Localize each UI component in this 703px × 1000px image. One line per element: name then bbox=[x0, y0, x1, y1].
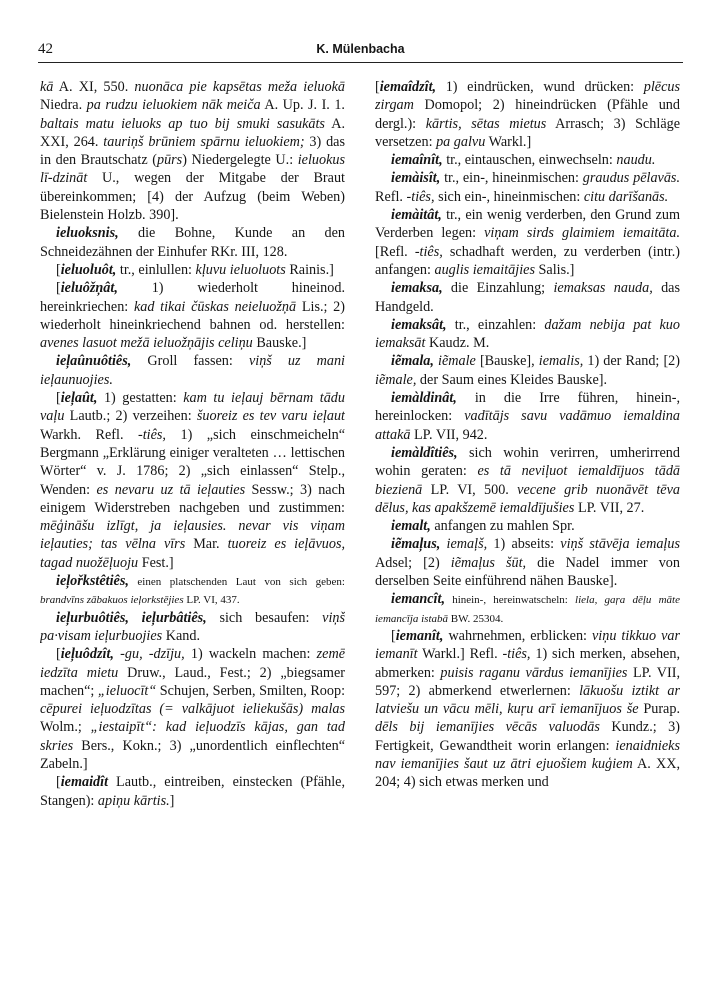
dictionary-entry bbox=[40, 645, 345, 773]
entry-text: [ bbox=[56, 774, 61, 791]
headword: iemàitât, bbox=[391, 207, 442, 224]
entry-text: 1) wiederholt hineinod. hereinkriechen: bbox=[40, 280, 345, 315]
headword: iemaksa, bbox=[391, 280, 443, 297]
headword: iemaidît bbox=[60, 774, 109, 791]
dictionary-entry bbox=[375, 389, 680, 444]
entry-text: Domopol; 2) hineindrücken (Pfähle und dergl.): bbox=[375, 97, 680, 132]
headword: iẽmaļus, bbox=[391, 536, 441, 553]
entry-text: 3) das in den Brautschatz ( bbox=[40, 133, 345, 169]
entry-text: ieluokus lī-dzināt bbox=[40, 152, 345, 187]
dictionary-entry bbox=[375, 535, 680, 590]
entry-text: mēģināšu izlīgt, ja ieļausies. nevar vis viņam ieļauties; tas vēlna vīrs bbox=[40, 518, 345, 553]
entry-text: Schujen, Serben, Smilten, Roop: bbox=[156, 682, 345, 699]
entry-text: sich besaufen: bbox=[206, 609, 323, 626]
entry-text: -tiês, bbox=[406, 188, 435, 205]
entry-text: tr., ein-, hineinmischen: bbox=[440, 170, 583, 187]
entry-text: Sessw.; 3) nach einigem Widerstreben nachgeben und zustimmen: bbox=[40, 481, 345, 516]
entry-text: Salis.] bbox=[534, 261, 575, 278]
entry-text: [ bbox=[56, 646, 61, 663]
entry-text: iẽmale bbox=[438, 353, 476, 370]
headword: ieļaût, bbox=[60, 390, 98, 407]
entry-text: liela, gaŗa dēļu māte iemancīja istabā bbox=[375, 594, 680, 625]
entry-text: wahrnehmen, erblicken: bbox=[443, 627, 592, 644]
entry-text: baltais matu ieluoks ap tuo bij smuki sasukāts bbox=[40, 115, 325, 132]
entry-text: Mar. bbox=[185, 536, 228, 553]
entry-text: [Refl. bbox=[375, 243, 415, 260]
headword: ieluôžņât, bbox=[60, 280, 118, 297]
entry-text: Bauske.] bbox=[252, 335, 307, 352]
entry-text: iemaļš, bbox=[446, 536, 488, 553]
dictionary-entry bbox=[375, 627, 680, 792]
entry-text: 1) wackeln machen: bbox=[184, 646, 317, 663]
entry-text: zemē iedzīta mietu bbox=[40, 646, 345, 681]
entry-text: viņš uz mani ieļaunuojies. bbox=[40, 353, 345, 388]
entry-text: [ bbox=[391, 627, 396, 644]
entry-text: naudu. bbox=[616, 152, 656, 169]
entry-text: tauriņš brūniem spārnu ieluokiem; bbox=[103, 133, 305, 150]
entry-text: A. XI, 550. bbox=[53, 79, 135, 95]
dictionary-entry bbox=[375, 169, 680, 206]
dictionary-entry bbox=[40, 352, 345, 389]
entry-text: LP. VII, 942. bbox=[410, 426, 488, 443]
entry-text: die Bohne, Kunde an den Schneidezähnen der Einhufer RKr. III, 128. bbox=[40, 225, 345, 260]
headword: iemàldinât, bbox=[391, 390, 457, 407]
entry-text: -tiês, bbox=[414, 243, 443, 260]
entry-text: Kand. bbox=[162, 627, 200, 644]
entry-text: pa galvu bbox=[436, 133, 486, 150]
entry-text: 1) abseits: bbox=[487, 536, 561, 553]
entry-text: LP. VI, 500. bbox=[422, 481, 518, 498]
entry-text: Bers., Kokn.; 3) „unordentlich einflechten“ Zabeln.] bbox=[40, 737, 345, 772]
page-header bbox=[38, 41, 683, 61]
right-column bbox=[375, 78, 680, 993]
entry-text: viņš stāvēja iemaļus bbox=[560, 536, 680, 553]
entry-text: citu darīšanās. bbox=[583, 188, 669, 205]
entry-text: 1) der Rand; [2) bbox=[583, 353, 680, 370]
entry-text: puisis raganu vārdus iemanījies bbox=[440, 664, 628, 681]
headword: iemàldîtiês, bbox=[391, 444, 458, 461]
entry-text: das Handgeld. bbox=[375, 280, 680, 315]
entry-text: lākuošu iztikt ar latviešu un vācu mēli, kuŗu arī iemanījuos še bbox=[375, 682, 680, 718]
entry-text: ) Niedergelegte U.: bbox=[182, 152, 298, 169]
headword: ieļaûnuôtiês, bbox=[56, 353, 132, 370]
dictionary-entry bbox=[40, 261, 345, 279]
entry-text: plēcus zirgam bbox=[375, 79, 680, 114]
entry-text: tr., einzahlen: bbox=[446, 316, 545, 333]
dictionary-entry bbox=[40, 224, 345, 261]
entry-text: [Bauske], bbox=[475, 353, 539, 370]
entry-text: vecene grib nuonāvēt tēva dēlus, kas apakšzemē iemaldījušies bbox=[375, 481, 680, 516]
entry-text: kad tikai čūskas neieluožņā bbox=[133, 298, 297, 315]
dictionary-entry bbox=[375, 151, 680, 169]
running-head: K. Mülenbacha bbox=[316, 42, 405, 56]
entry-text: Warkl.] bbox=[485, 133, 532, 150]
entry-text: -gu, -dzīju, bbox=[120, 646, 185, 663]
headword: iemaksât, bbox=[391, 316, 447, 333]
dictionary-entry bbox=[40, 773, 345, 810]
dictionary-entry bbox=[375, 316, 680, 353]
entry-text: pūrs bbox=[156, 152, 183, 169]
entry-text: LP. VII, 597; 2) abmerkend etwerlernen: bbox=[375, 664, 680, 699]
dictionary-entry bbox=[375, 206, 680, 279]
entry-text: brandvīns zābakuos ieļorkstējies bbox=[40, 594, 184, 607]
entry-text: U., wegen der Mitgabe der Braut übereinkommen; [4) der Aufzug (beim Weben) Bielenstein Holzb. 390]. bbox=[40, 170, 345, 224]
headword: ieļuôdzît, bbox=[60, 646, 114, 663]
entry-text: Kundz.; 3) Fertigkeit, Gewandtheit worin erlangen: bbox=[375, 719, 680, 754]
entry-text: in die Irre führen, hinein-, hereinlocken: bbox=[375, 390, 680, 425]
dictionary-entry bbox=[40, 572, 345, 609]
header-rule bbox=[38, 62, 683, 63]
entry-text: dēls bij iemanījies vēcās valuodās bbox=[375, 719, 600, 736]
entry-text: A. XX, 204; 4) sich etwas merken und bbox=[375, 755, 680, 791]
entry-text: iemalis, bbox=[538, 353, 584, 370]
left-column bbox=[40, 78, 345, 993]
headword: iemalt, bbox=[391, 518, 431, 535]
entry-text: Refl. bbox=[375, 188, 407, 205]
entry-text: Arrasch; 3) Schläge versetzen: bbox=[375, 115, 680, 150]
entry-text: tr., ein wenig verderben, den Grund zum Verderben legen: bbox=[375, 207, 680, 242]
headword: ieļurbâtiês, bbox=[128, 609, 207, 626]
entry-text: [ bbox=[375, 79, 380, 95]
entry-text: viņu tikkuo var iemanīt bbox=[375, 627, 680, 663]
entry-text: viņš pa·visam ieļurbuojies bbox=[40, 609, 345, 644]
page-number: 42 bbox=[38, 41, 53, 57]
dictionary-entry bbox=[40, 78, 345, 224]
entry-text: LP. VII, 27. bbox=[574, 499, 645, 516]
entry-text: graudus pēlavās. bbox=[582, 170, 680, 187]
headword: iemàisît, bbox=[391, 170, 441, 187]
entry-text: hinein-, hereinwatscheln: bbox=[445, 594, 576, 607]
entry-text: tr., eintauschen, einwechseln: bbox=[442, 152, 617, 169]
entry-text: anfangen zu mahlen Spr. bbox=[430, 518, 575, 535]
entry-text: Lis.; 2) wiederholt hineinkriechend bahnen od. herstellen: bbox=[40, 298, 345, 333]
entry-text: A. XXI, 264. bbox=[40, 115, 345, 150]
entry-text: 1) gestatten: bbox=[97, 390, 184, 407]
entry-text: der Saum eines Kleides Bauske]. bbox=[416, 371, 608, 388]
dictionary-entry bbox=[375, 78, 680, 151]
entry-text: „iestaipīt“: kad ieļuodzīs kājas, gan tad skries bbox=[40, 719, 345, 754]
headword: ieluoksnis, bbox=[56, 225, 119, 242]
entry-text: einen platschenden Laut von sich geben: bbox=[128, 576, 345, 589]
entry-text: kā bbox=[40, 79, 54, 95]
entry-text: Lautb., eintreiben, einstecken (Pfähle, Stangen): bbox=[40, 774, 345, 809]
entry-text: kam tu ieļauj bērnam tādu vaļu bbox=[40, 390, 345, 425]
headword: ieļurbuôtiês, bbox=[56, 609, 129, 626]
entry-text: -tiês, bbox=[138, 426, 166, 443]
entry-text: kārtis, sētas mietus bbox=[425, 115, 547, 132]
dictionary-entry bbox=[40, 609, 345, 646]
headword: iẽmala, bbox=[391, 353, 434, 370]
entry-text: sich ein-, hineinmischen: bbox=[434, 188, 584, 205]
entry-text: viņam sirds glaimiem iemaitāta. bbox=[484, 225, 680, 242]
dictionary-entry bbox=[375, 352, 680, 389]
dictionary-entry bbox=[375, 279, 680, 316]
entry-text: schadhaft werden, zu verderben (intr.) anfangen: bbox=[375, 243, 680, 278]
entry-text: [ bbox=[56, 280, 61, 297]
entry-text: Kaudz. M. bbox=[425, 335, 490, 352]
entry-text: vadītājs savu vadāmuo iemaldina attakā bbox=[375, 408, 680, 443]
entry-text: es nevaru uz tā ieļauties bbox=[96, 481, 246, 498]
entry-text: tr., einlullen: bbox=[116, 261, 196, 278]
entry-text: sich wohin verirren, umherirrend wohin geraten: bbox=[375, 444, 680, 480]
dictionary-entry bbox=[375, 590, 680, 627]
entry-text: auglis iemaitājies bbox=[434, 261, 535, 278]
entry-text: ienaidnieks nav iemanījies šaut uz ātri ejuošiem kuģiem bbox=[375, 737, 680, 772]
dictionary-entry bbox=[40, 279, 345, 352]
entry-text: Groll fassen: bbox=[131, 353, 249, 370]
entry-text: avenes lasuot mežā ieluožņājis celiņu bbox=[40, 335, 253, 352]
headword: iemaînît, bbox=[391, 152, 443, 169]
headword: iemanît, bbox=[395, 627, 444, 644]
entry-text: iemaksas nauda, bbox=[553, 280, 653, 297]
entry-text: dažam nebija pat kuo iemaksāt bbox=[375, 316, 680, 352]
entry-text: iẽmale, bbox=[375, 371, 417, 388]
entry-text: nuonāca pie kapsētas meža ieluokā bbox=[134, 79, 345, 95]
entry-text: 1) „sich einschmeicheln“ Bergmann „Erklärung einiger veralteten … lettischen Wörter“ v. J. 1786; 2) „sich einlassen“ Stelp., Wenden: bbox=[40, 426, 345, 498]
entry-text: A. Up. J. I. 1. bbox=[260, 97, 345, 114]
entry-text: tuoreiz es ieļāvuos, tagad nuožēļuoju bbox=[40, 536, 345, 571]
headword: ieļořkstêtiês, bbox=[56, 573, 129, 590]
entry-text: die Nadel immer von derselben Seite einführend nähen Bauske]. bbox=[375, 554, 680, 590]
entry-text: 1) eindrücken, wund drücken: bbox=[436, 79, 644, 95]
entry-text: Warkl.] Refl. bbox=[417, 646, 503, 663]
entry-text: Fest.] bbox=[138, 554, 174, 571]
headword: iemaîdzît, bbox=[379, 79, 437, 95]
entry-text: [ bbox=[56, 261, 61, 278]
entry-text: 1) sich merken, absehen, abmerken: bbox=[375, 646, 680, 681]
headword: iemancît, bbox=[391, 591, 445, 608]
entry-text: LP. VI, 437. bbox=[183, 594, 240, 607]
entry-text: Lautb.; 2) verzeihen: bbox=[64, 408, 197, 425]
dictionary-entry bbox=[375, 517, 680, 535]
entry-text: BW. 25304. bbox=[448, 612, 504, 625]
dictionary-entry bbox=[40, 389, 345, 572]
entry-text: šuoreiz es tev varu ieļaut bbox=[196, 408, 345, 425]
entry-text: Adsel; [2) bbox=[375, 554, 451, 571]
entry-text: Rainis.] bbox=[285, 261, 334, 278]
entry-text: ] bbox=[169, 792, 175, 809]
headword: ieluoluôt, bbox=[60, 261, 117, 278]
entry-text: „ieluocīt“ bbox=[97, 682, 157, 699]
entry-text: Warkh. Refl. bbox=[40, 426, 138, 443]
entry-text: -tiês, bbox=[502, 646, 531, 663]
entry-text: iẽmaļus šūt, bbox=[450, 554, 527, 571]
entry-text: kļuvu ieluoluots bbox=[195, 261, 286, 278]
entry-text: pa rudzu ieluokiem nāk meiča bbox=[86, 97, 261, 114]
entry-text: Niedra. bbox=[40, 97, 87, 114]
entry-text: Purap. bbox=[638, 701, 680, 718]
entry-text: cēpurei ieļuodzītas (= valkājuot ieliekušās) malas bbox=[40, 701, 345, 718]
entry-text: Druw., Laud., Fest.; 2) „biegsamer machen“; bbox=[40, 664, 345, 699]
entry-text: Wolm.; bbox=[40, 719, 91, 736]
dictionary-entry bbox=[375, 444, 680, 517]
entry-text: apiņu kārtis. bbox=[97, 792, 170, 809]
entry-text: die Einzahlung; bbox=[442, 280, 554, 297]
entry-text: [ bbox=[56, 390, 61, 407]
entry-text: es tā neviļuot iemaldījuos tādā biezienā bbox=[375, 463, 680, 498]
